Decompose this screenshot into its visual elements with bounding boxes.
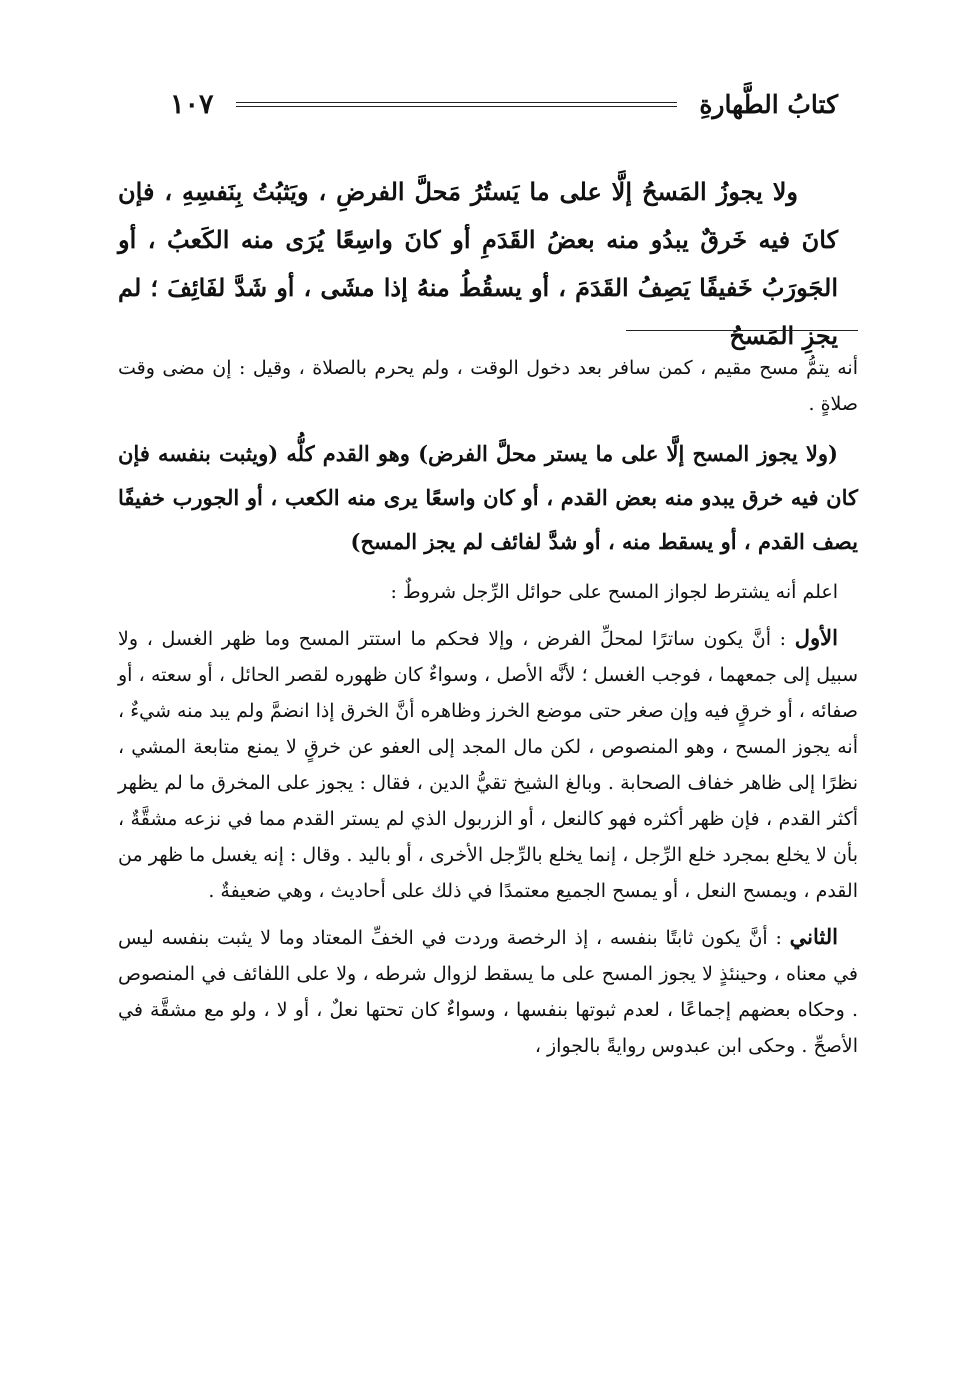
main-text xyxy=(118,168,838,360)
page-number: ١٠٧ xyxy=(170,88,214,120)
commentary xyxy=(118,350,858,1074)
main-text-paragraph: ولا يجوزُ المَسحُ إلَّا على ما يَستُرُ مَحلَّ الفرضِ ، ويَثبُتُ بِنَفسِهِ ، فإن كانَ فيه خَرقٌ يبدُو منه بعضُ القَدَمِ أو كانَ واسِعًا يُرَى منه الكَعبُ ، أو الجَورَبُ خَفيفًا يَصِفُ القَدَمَ ، أو يسقُطُ منهُ إذا مشَى ، أو شَدَّ لفَائِفَ ؛ لم يجزِ المَسحُ xyxy=(118,177,838,350)
first-condition-text: : أنَّ يكون ساترًا لمحلِّ الفرض ، وإلا فحكم ما استتر المسح وما ظهر الغسل ، ولا سبيل إلى جمعهما ، فوجب الغسل ؛ لأنَّه الأصل ، وسواءٌ كان ظهوره لقصر الحائل ، أو سعته ، أو صفائه ، أو خرقٍ فيه وإن صغر حتى موضع الخرز وظاهره أنَّ الخرق إذا انضمَّ ولم يبد منه شيءٌ ، أنه يجوز المسح ، وهو المنصوص ، لكن مال المجد إلى العفو عن خرقٍ لا يمنع متابعة المشي ، نظرًا إلى ظاهر خفاف الصحابة . وبالغ الشيخ تقيُّ الدين ، فقال : يجوز على المخرق ما لم يظهر أكثر القدم ، فإن ظهر أكثره فهو كالنعل ، أو الزربول الذي لم يستر القدم مما في نزعه مشقَّةٌ ، بأن لا يخلع بمجرد خلع الرِّجل ، إنما يخلع بالرِّجل الأخرى ، أو باليد . وقال : إنه يغسل ما ظهر من القدم ، ويمسح النعل ، أو يمسح الجميع معتمدًا في ذلك على أحاديث ، وهي ضعيفةٌ . xyxy=(118,628,858,902)
footnote-separator xyxy=(626,330,858,331)
chapter-title: كتابُ الطَّهارةِ xyxy=(699,89,838,119)
header-rule xyxy=(236,102,678,107)
commentary-continuation: أنه يتمُّ مسح مقيم ، كمن سافر بعد دخول الوقت ، ولم يحرم بالصلاة ، وقيل : إن مضى وقت صلاةٍ . xyxy=(118,357,858,415)
second-condition-label: الثاني xyxy=(789,924,838,949)
commentary-intro: اعلم أنه يشترط لجواز المسح على حوائل الرِّجل شروطٌ : xyxy=(390,581,838,603)
commentary-quote: (ولا يجوز المسح إلَّا على ما يستر محلَّ الفرض) وهو القدم كلُّه (ويثبت بنفسه فإن كان فيه خرق يبدو منه بعض القدم ، أو كان واسعًا يرى منه الكعب ، أو الجورب خفيفًا يصف القدم ، أو يسقط منه ، أو شدَّ لفائف لم يجز المسح) xyxy=(118,441,858,554)
commentary-first-condition xyxy=(118,620,858,909)
first-condition-label: الأول xyxy=(794,625,838,650)
commentary-second-condition xyxy=(118,919,858,1064)
page-header xyxy=(170,84,838,124)
second-condition-text: : أنَّ يكون ثابتًا بنفسه ، إذ الرخصة وردت في الخفِّ المعتاد وما لا يثبت بنفسه ليس في معناه ، وحينئذٍ لا يجوز المسح على ما يسقط لزوال شرطه ، ولا على اللفائف في المنصوص . وحكاه بعضهم إجماعًا ، لعدم ثبوتها بنفسها ، وسواءٌ كان تحتها نعلٌ ، أو لا ، ولو مع مشقَّة في الأصحِّ . وحكى ابن عبدوس روايةً بالجواز ، xyxy=(118,927,858,1057)
